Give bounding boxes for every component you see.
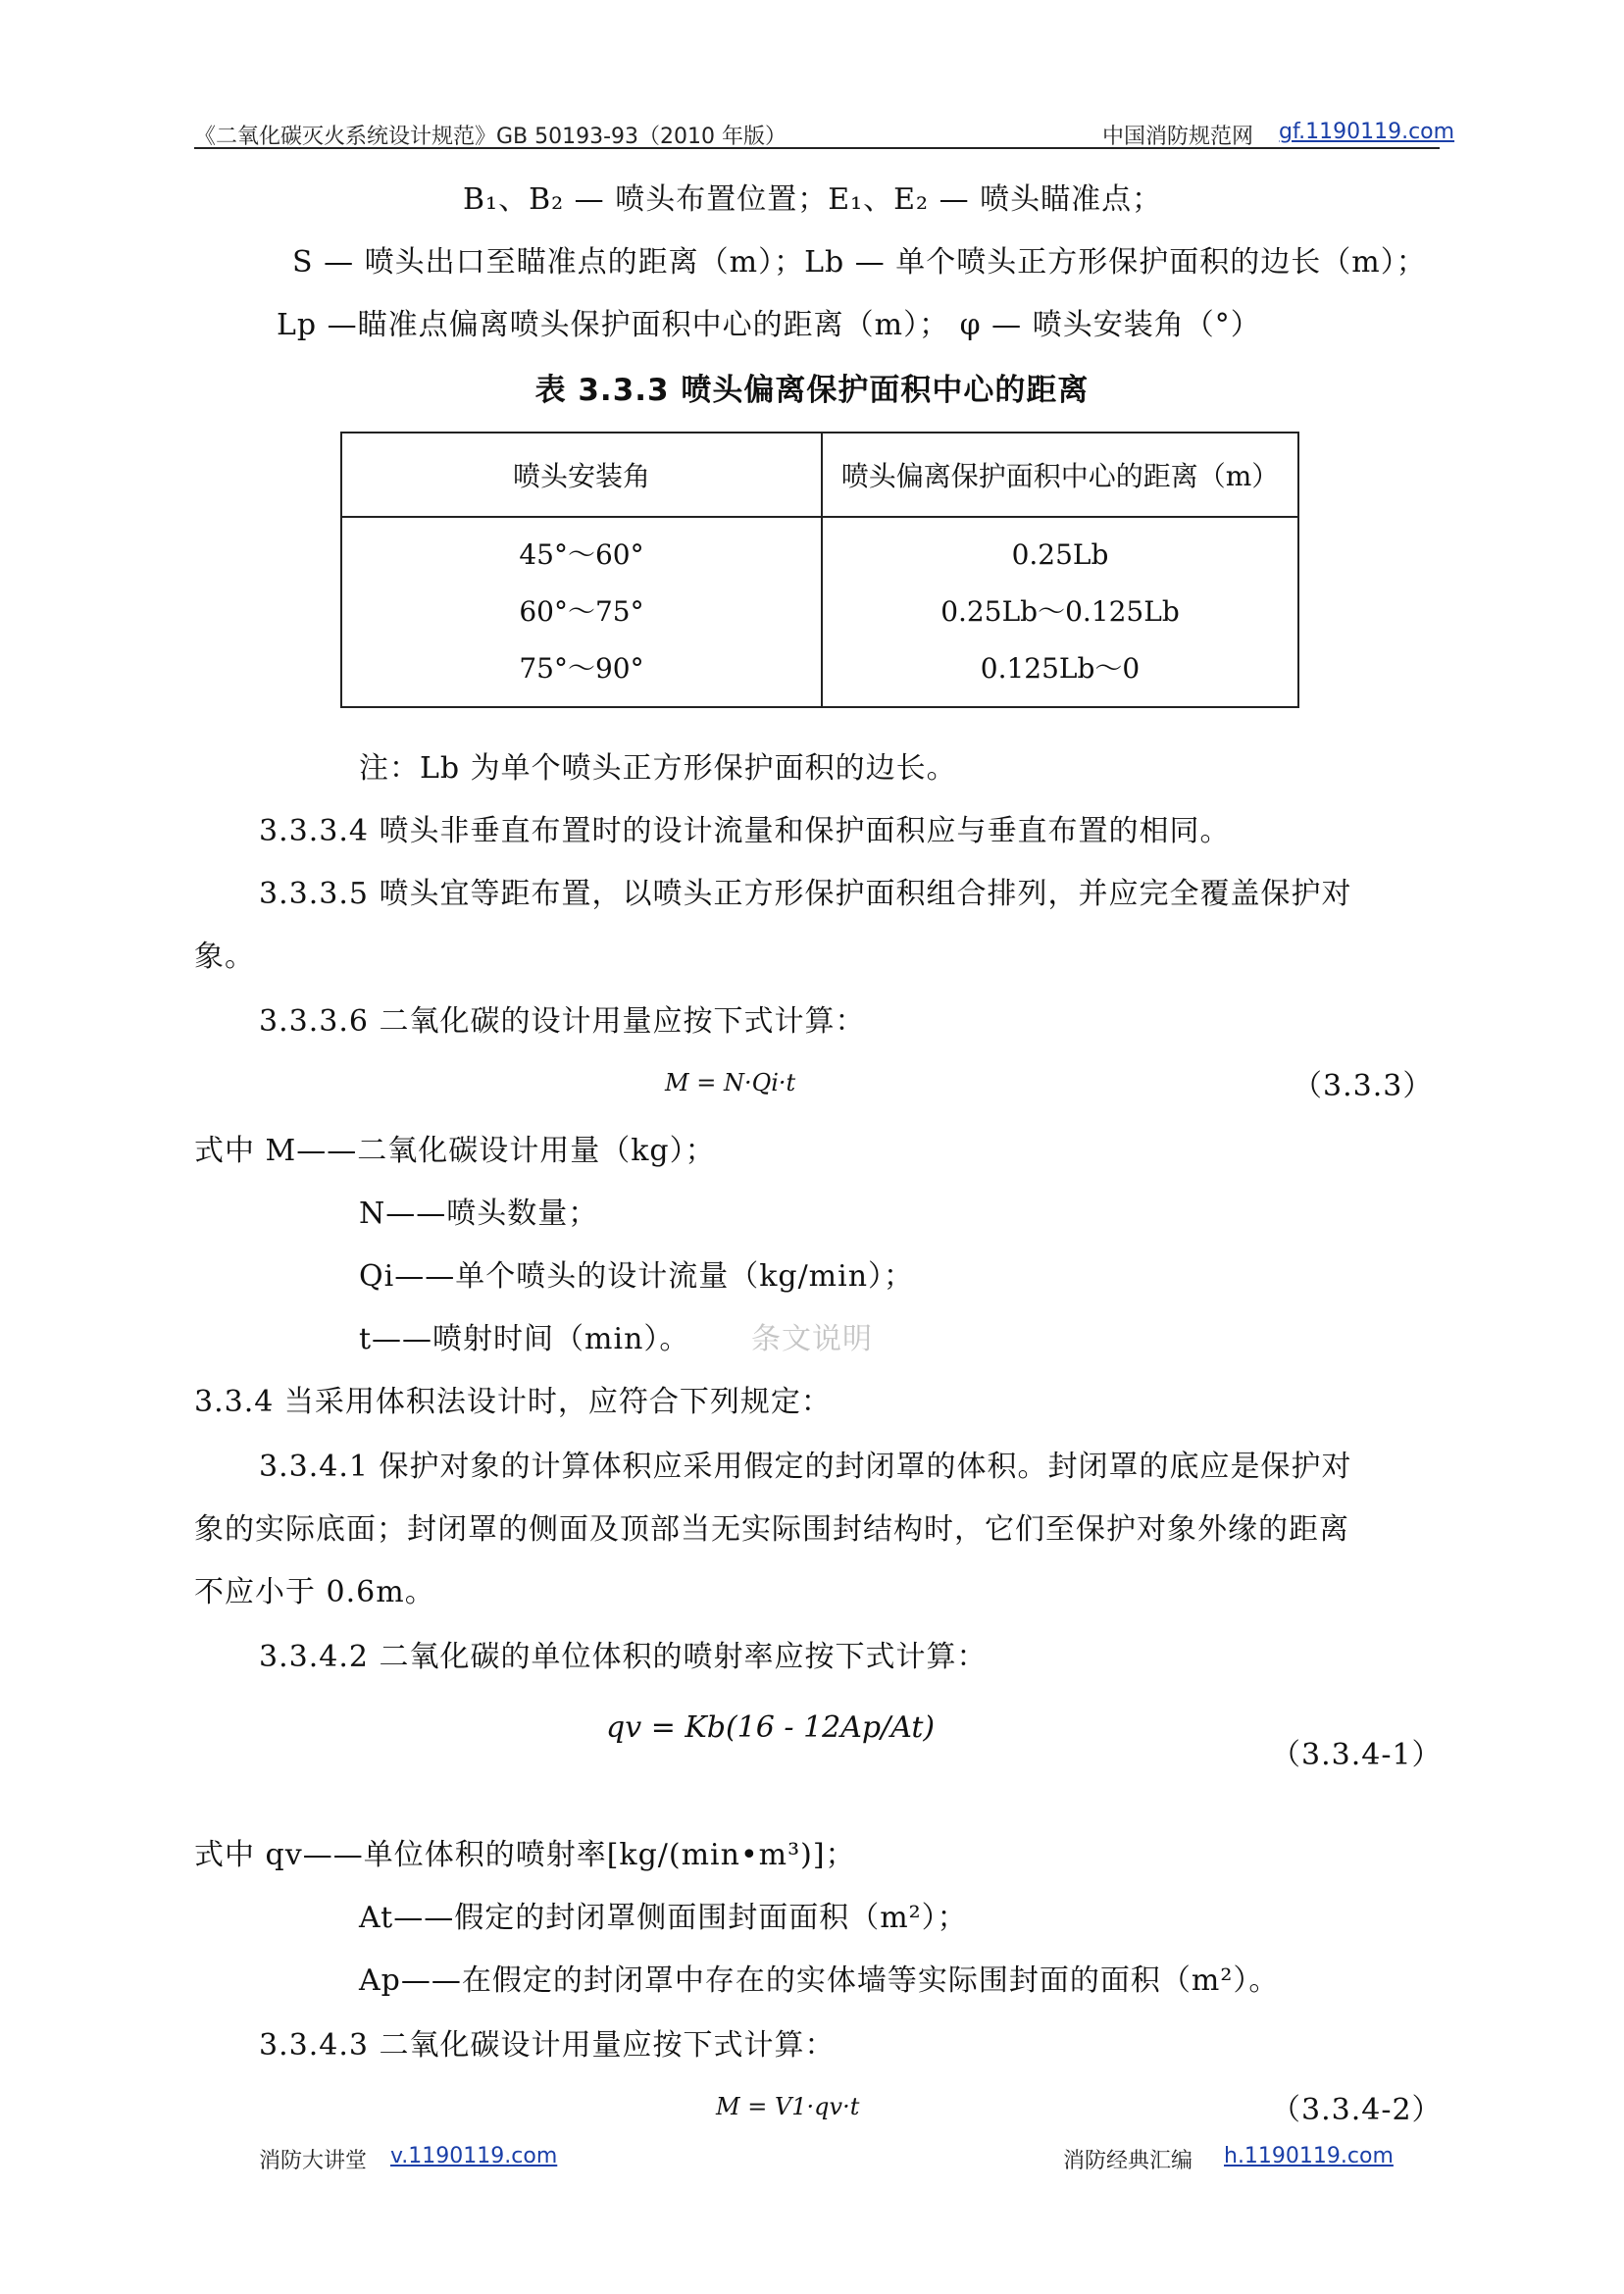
equation-3-3-4-1-number: （3.3.4-1）: [1271, 1738, 1443, 1772]
footer-left-link[interactable]: v.1190119.com: [390, 2144, 558, 2168]
clause-3-3-4-1-cont2: 不应小于 0.6m。: [194, 1575, 435, 1609]
clause-3-3-3-6: 3.3.3.6 二氧化碳的设计用量应按下式计算：: [259, 1004, 866, 1039]
clause-explanation-link[interactable]: 条文说明: [751, 1322, 873, 1356]
table-header-row: [341, 433, 1298, 517]
where-At: At——假定的封闭罩侧面围封面面积（m²）；: [359, 1901, 968, 1935]
equation-3-3-3-number: （3.3.3）: [1293, 1069, 1434, 1103]
footer-right-link[interactable]: h.1190119.com: [1224, 2144, 1394, 2168]
equation-3-3-4-2: M = V1·qv·t: [716, 2093, 860, 2120]
table-note: 注：Lb 为单个喷头正方形保护面积的边长。: [359, 751, 957, 786]
table-row-angle: 45°～60°: [519, 538, 644, 571]
clause-3-3-3-5: 3.3.3.5 喷头宜等距布置，以喷头正方形保护面积组合排列，并应完全覆盖保护对: [259, 877, 1352, 911]
header-title: 《二氧化碳灭火系统设计规范》GB 50193-93（2010 年版）: [194, 125, 787, 149]
clause-3-3-4-1-cont1: 象的实际底面；封闭罩的侧面及顶部当无实际围封结构时，它们至保护对象外缘的距离: [194, 1512, 1349, 1547]
clause-3-3-4-3: 3.3.4.3 二氧化碳设计用量应按下式计算：: [259, 2028, 836, 2063]
clause-3-3-4: 3.3.4 当采用体积法设计时，应符合下列规定：: [194, 1385, 832, 1419]
where-Ap: Ap——在假定的封闭罩中存在的实体墙等实际围封面的面积（m²）。: [359, 1963, 1280, 1998]
clause-3-3-3-4: 3.3.3.4 喷头非垂直布置时的设计流量和保护面积应与垂直布置的相同。: [259, 814, 1231, 848]
def-line-3: Lp —瞄准点偏离喷头保护面积中心的距离（m）； φ — 喷头安装角（°）: [277, 308, 1261, 342]
table-row-angle: 75°～90°: [519, 652, 644, 685]
equation-3-3-4-2-number: （3.3.4-2）: [1271, 2093, 1443, 2127]
def-line-1: B₁、B₂ — 喷头布置位置；E₁、E₂ — 喷头瞄准点；: [463, 182, 1163, 217]
clause-3-3-4-1: 3.3.4.1 保护对象的计算体积应采用假定的封闭罩的体积。封闭罩的底应是保护对: [259, 1450, 1352, 1484]
where-M: 式中 M——二氧化碳设计用量（kg）；: [194, 1134, 716, 1168]
header-rule: [194, 147, 1440, 149]
table-row-angle: 60°～75°: [519, 595, 644, 628]
distance-table: [340, 432, 1299, 708]
clause-3-3-3-5-cont: 象。: [194, 940, 255, 974]
table-row-distance: 0.25Lb: [1011, 538, 1109, 571]
col-header-angle: 喷头安装角: [341, 433, 822, 517]
equation-3-3-3: M = N·Qi·t: [665, 1069, 796, 1096]
col-header-distance: 喷头偏离保护面积中心的距离（m）: [822, 433, 1298, 517]
table-title: 表 3.3.3 喷头偏离保护面积中心的距离: [534, 373, 1090, 408]
where-t: t——喷射时间（min）。: [359, 1322, 690, 1356]
footer-left-label: 消防大讲堂: [259, 2149, 368, 2173]
where-qv: 式中 qv——单位体积的喷射率[kg/(min•m³)]；: [194, 1838, 856, 1872]
table-row-distance: 0.25Lb～0.125Lb: [940, 595, 1180, 628]
def-line-2: S — 喷头出口至瞄准点的距离（m）；Lb — 单个喷头正方形保护面积的边长（m）；: [292, 245, 1427, 280]
header-site-link[interactable]: gf.1190119.com: [1279, 120, 1455, 144]
table-body: [341, 517, 1298, 707]
table-row-distance: 0.125Lb～0: [980, 652, 1141, 685]
header-site-label: 中国消防规范网: [1102, 125, 1254, 149]
equation-3-3-4-1: qv = Kb(16 - 12Ap/At): [606, 1710, 936, 1745]
where-Qi: Qi——单个喷头的设计流量（kg/min）；: [359, 1259, 915, 1294]
footer-right-label: 消防经典汇编: [1063, 2149, 1193, 2173]
where-N: N——喷头数量；: [359, 1197, 599, 1231]
clause-3-3-4-2: 3.3.4.2 二氧化碳的单位体积的喷射率应按下式计算：: [259, 1640, 988, 1674]
